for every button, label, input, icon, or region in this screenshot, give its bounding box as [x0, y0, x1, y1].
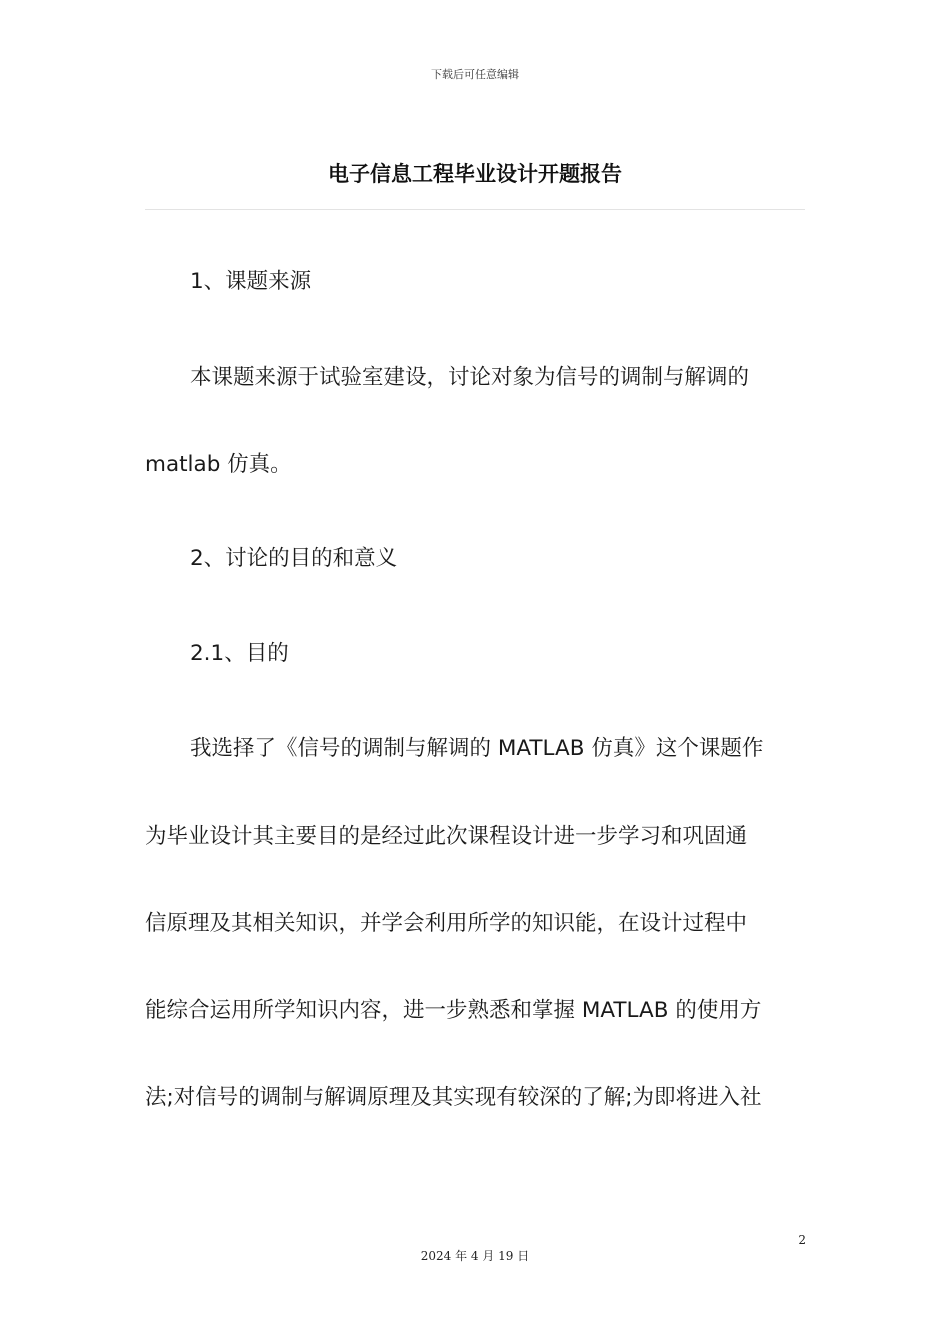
paragraph-line: 我选择了《信号的调制与解调的 MATLAB 仿真》这个课题作 — [190, 736, 764, 761]
paragraph-line: 法;对信号的调制与解调原理及其实现有较深的了解;为即将进入社 — [145, 1085, 762, 1110]
page-number: 2 — [798, 1233, 806, 1247]
footer-date: 2024 年 4 月 19 日 — [420, 1249, 530, 1263]
document-title: 电子信息工程毕业设计开题报告 — [328, 162, 622, 186]
subsection-heading-goal: 2.1、目的 — [190, 641, 289, 666]
paragraph-line: 能综合运用所学知识内容，进一步熟悉和掌握 MATLAB 的使用方 — [145, 998, 762, 1023]
section-heading-source: 1、课题来源 — [190, 269, 312, 294]
section-heading-purpose: 2、讨论的目的和意义 — [190, 546, 398, 571]
title-divider — [145, 209, 805, 210]
paragraph-line: 信原理及其相关知识，并学会利用所学的知识能，在设计过程中 — [145, 911, 748, 936]
paragraph-line: matlab 仿真。 — [145, 452, 292, 477]
page-header-note: 下载后可任意编辑 — [431, 68, 519, 81]
paragraph-line: 为毕业设计其主要目的是经过此次课程设计进一步学习和巩固通 — [145, 824, 748, 849]
paragraph-line: 本课题来源于试验室建设，讨论对象为信号的调制与解调的 — [190, 365, 750, 390]
